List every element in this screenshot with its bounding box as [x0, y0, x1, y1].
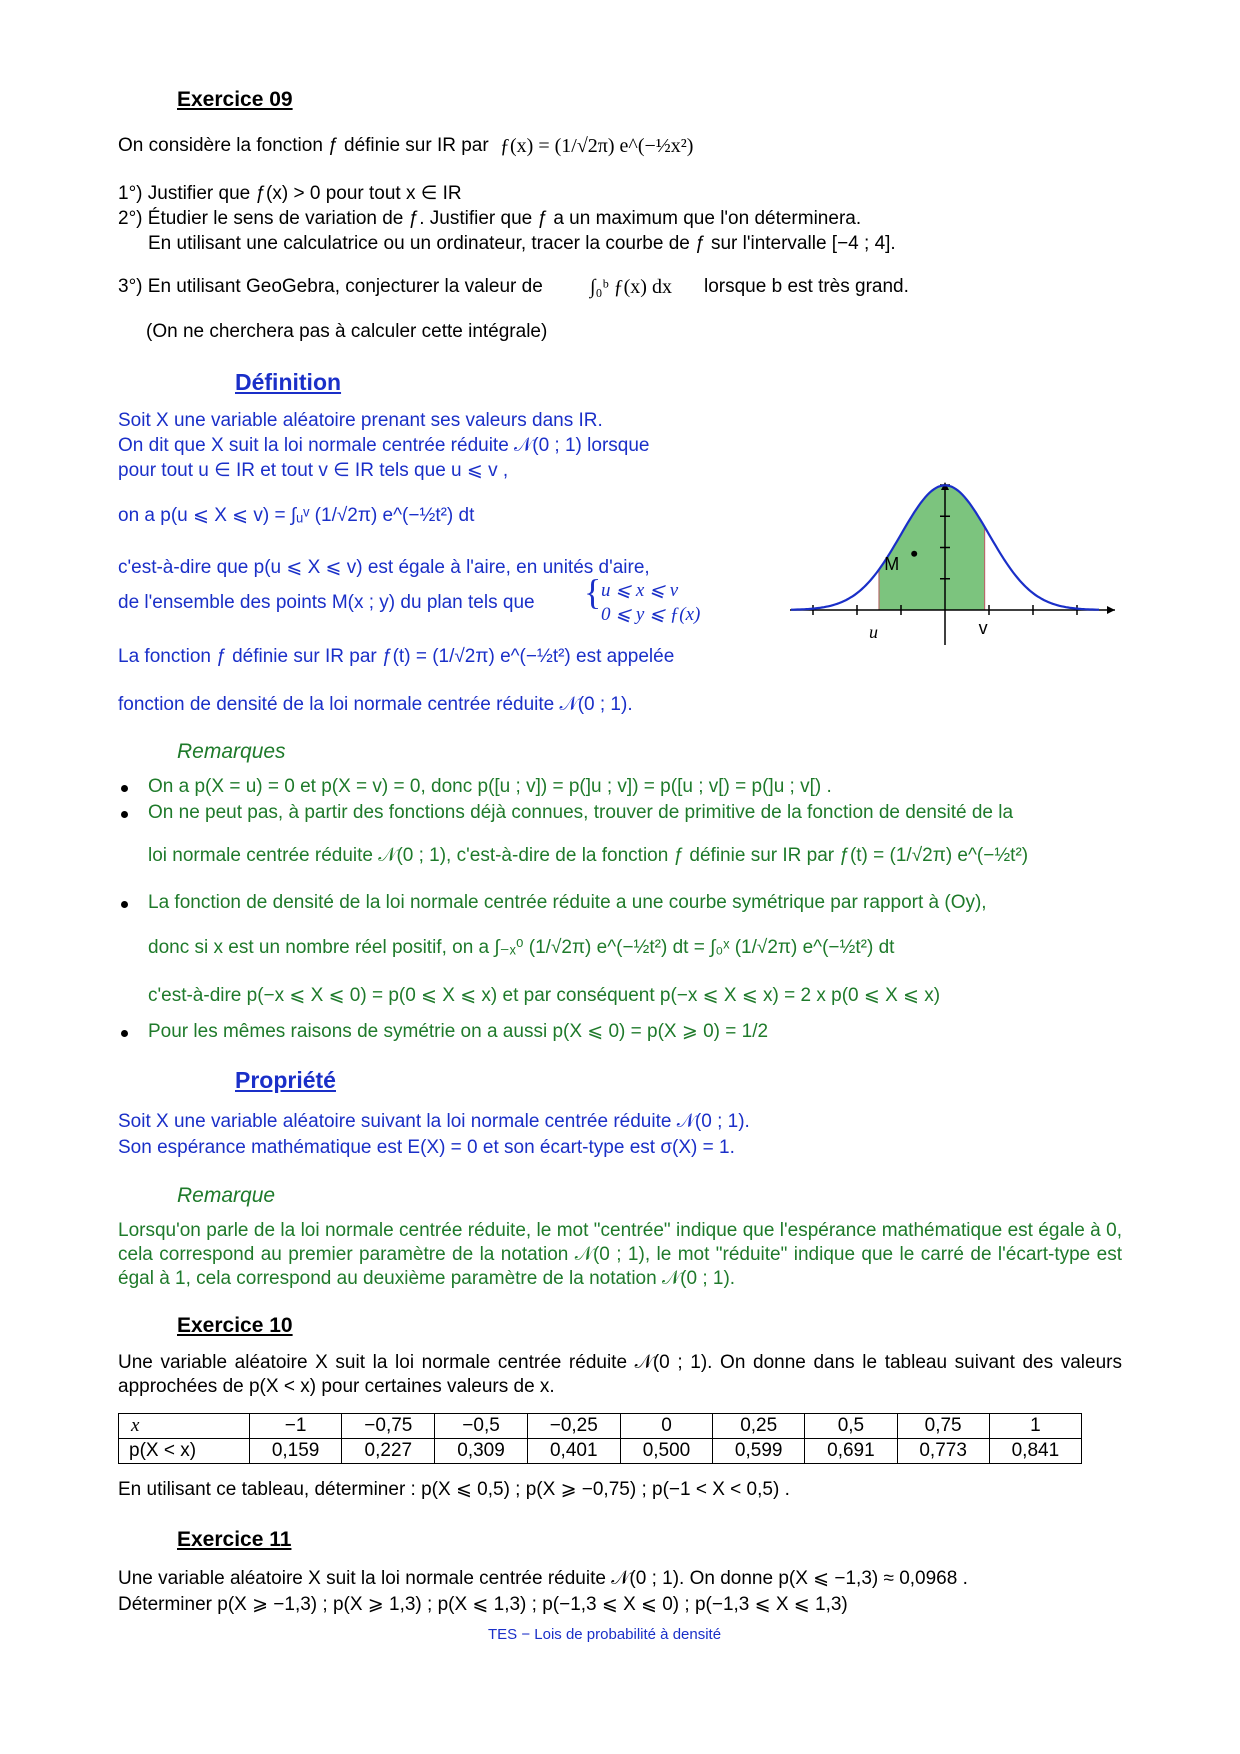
exercise-11-title: Exercice 11: [177, 1528, 292, 1551]
definition-line-3: pour tout u ∈ IR et tout v ∈ IR tels que u ⩽ v ,: [118, 460, 509, 481]
definition-line-5: c'est-à-dire que p(u ⩽ X ⩽ v) est égale à l'aire, en unités d'aire,: [118, 557, 650, 578]
table-cell: 0,841: [989, 1439, 1081, 1464]
table-cell: 0,599: [713, 1439, 805, 1464]
ex09-question-3-formula: ∫₀ᵇ ƒ(x) dx: [590, 276, 672, 298]
ex10-text: Une variable aléatoire X suit la loi normale centrée réduite 𝒩(0 ; 1). On donne dans le tableau suivant des valeurs approchées de p(X < x) pour certaines valeurs de x.: [118, 1352, 1122, 1397]
bullet-3: [121, 901, 128, 908]
definition-line-8: fonction de densité de la loi normale centrée réduite 𝒩(0 ; 1).: [118, 694, 633, 715]
remarque-bullet-4: Pour les mêmes raisons de symétrie on a aussi p(X ⩽ 0) = p(X ⩾ 0) = 1/2: [148, 1021, 769, 1042]
ex09-question-3: 3°) En utilisant GeoGebra, conjecturer la valeur de: [118, 276, 543, 297]
values-table: [118, 1413, 1082, 1464]
table-row-x: [119, 1414, 1082, 1439]
remarque-bullet-2a: On ne peut pas, à partir des fonctions déjà connues, trouver de primitive de la fonction de densité de la: [148, 802, 1014, 823]
ex09-question-2b: En utilisant une calculatrice ou un ordinateur, tracer la courbe de ƒ sur l'intervalle [−4 ; 4].: [148, 233, 896, 254]
table-cell: 0: [620, 1414, 712, 1439]
definition-line-4: on a p(u ⩽ X ⩽ v) = ∫ᵤᵛ (1/√2π) e^(−½t²) dt: [118, 505, 475, 526]
ex09-note: (On ne cherchera pas à calculer cette intégrale): [146, 321, 548, 342]
table-cell: −0,5: [435, 1414, 527, 1439]
exercise-09-title: Exercice 09: [177, 88, 293, 111]
definition-title: Définition: [235, 369, 342, 395]
table-head-p: p(X < x): [119, 1439, 250, 1464]
definition-line-2: On dit que X suit la loi normale centrée réduite 𝒩(0 ; 1) lorsque: [118, 435, 650, 456]
system-brace: {: [584, 572, 602, 612]
bullet-1: [121, 785, 128, 792]
exercise-10-title: Exercice 10: [177, 1314, 293, 1337]
remarque-bullet-1: On a p(X = u) = 0 et p(X = v) = 0, donc p([u ; v]) = p(]u ; v]) = p([u ; v[) = p(]u ; v[) .: [148, 776, 832, 797]
ex09-intro-formula: ƒ(x) = (1/√2π) e^(−½x²): [500, 135, 694, 157]
page-footer: TES − Lois de probabilité à densité: [488, 1626, 722, 1643]
bullet-4: [121, 1030, 128, 1037]
ex09-intro: On considère la fonction ƒ définie sur IR par: [118, 135, 489, 156]
bullet-2: [121, 811, 128, 818]
ex10-question: En utilisant ce tableau, déterminer : p(X ⩽ 0,5) ; p(X ⩾ −0,75) ; p(−1 < X < 0,5) .: [118, 1479, 790, 1500]
point-m: [911, 551, 917, 557]
remarque-title: Remarque: [177, 1184, 276, 1207]
table-cell: 0,159: [250, 1439, 342, 1464]
remarque-bullet-3a: La fonction de densité de la loi normale centrée réduite a une courbe symétrique par rapport à (Oy),: [148, 892, 987, 913]
ex11-line-2: Déterminer p(X ⩾ −1,3) ; p(X ⩾ 1,3) ; p(X ⩽ 1,3) ; p(−1,3 ⩽ X ⩽ 0) ; p(−1,3 ⩽ X ⩽ 1,3): [118, 1594, 848, 1615]
system-line-1: u ⩽ x ⩽ v: [601, 580, 679, 601]
table-cell: −1: [250, 1414, 342, 1439]
table-cell: 0,309: [435, 1439, 527, 1464]
definition-line-7: La fonction ƒ définie sur IR par ƒ(t) = (1/√2π) e^(−½t²) est appelée: [118, 646, 675, 667]
remarque-bullet-3c: c'est-à-dire p(−x ⩽ X ⩽ 0) = p(0 ⩽ X ⩽ x) et par conséquent p(−x ⩽ X ⩽ x) = 2 x p(0 ⩽ X ⩽ x): [148, 985, 941, 1006]
table-cell: 0,691: [805, 1439, 897, 1464]
table-cell: 0,500: [620, 1439, 712, 1464]
table-cell: 0,401: [527, 1439, 620, 1464]
label-m: M: [884, 553, 900, 574]
table-cell: 0,773: [897, 1439, 989, 1464]
ex09-question-3-end: lorsque b est très grand.: [704, 276, 909, 297]
x-axis-arrow: [1107, 606, 1115, 614]
table-cell: −0,25: [527, 1414, 620, 1439]
propriete-title: Propriété: [235, 1067, 336, 1093]
table-cell: 1: [989, 1414, 1081, 1439]
table-cell: −0,75: [342, 1414, 435, 1439]
definition-line-1: Soit X une variable aléatoire prenant ses valeurs dans IR.: [118, 410, 603, 431]
table-cell: 0,75: [897, 1414, 989, 1439]
ex09-question-2: 2°) Étudier le sens de variation de ƒ. Justifier que ƒ a un maximum que l'on déterminera.: [118, 208, 862, 229]
table-cell: 0,5: [805, 1414, 897, 1439]
table-row-p: [119, 1439, 1082, 1464]
table-head-x: x: [119, 1414, 250, 1439]
remarques-title: Remarques: [177, 740, 286, 763]
table-cell: 0,227: [342, 1439, 435, 1464]
table-cell: 0,25: [713, 1414, 805, 1439]
propriete-line-2: Son espérance mathématique est E(X) = 0 et son écart-type est σ(X) = 1.: [118, 1137, 735, 1158]
system-line-2: 0 ⩽ y ⩽ ƒ(x): [601, 604, 701, 625]
remarque-bullet-2b: loi normale centrée réduite 𝒩(0 ; 1), c'est-à-dire de la fonction ƒ définie sur IR par ƒ(t) = (1/√2π) e^(−½t²): [148, 845, 1029, 866]
definition-line-6: de l'ensemble des points M(x ; y) du plan tels que: [118, 592, 535, 613]
label-v: v: [978, 618, 988, 638]
density-graph: [790, 480, 1120, 645]
ex09-question-1: 1°) Justifier que ƒ(x) > 0 pour tout x ∈ IR: [118, 183, 462, 204]
ex11-line-1: Une variable aléatoire X suit la loi normale centrée réduite 𝒩(0 ; 1). On donne p(X ⩽ −1,3) ≈ 0,0968 .: [118, 1568, 968, 1589]
remarque-text: Lorsqu'on parle de la loi normale centrée réduite, le mot "centrée" indique que l'espérance mathématique est égale à 0, cela correspond au premier paramètre de la notation 𝒩(0 ; 1), le mot "réduite" indique que le carré de l'écart-type est égal à 1, cela correspond au deuxième paramètre de la notation 𝒩(0 ; 1).: [118, 1220, 1122, 1289]
label-u: u: [869, 622, 878, 642]
propriete-line-1: Soit X une variable aléatoire suivant la loi normale centrée réduite 𝒩(0 ; 1).: [118, 1111, 750, 1132]
remarque-bullet-3b: donc si x est un nombre réel positif, on a ∫₋ₓ⁰ (1/√2π) e^(−½t²) dt = ∫₀ˣ (1/√2π) e^(−½t²) dt: [148, 937, 895, 958]
